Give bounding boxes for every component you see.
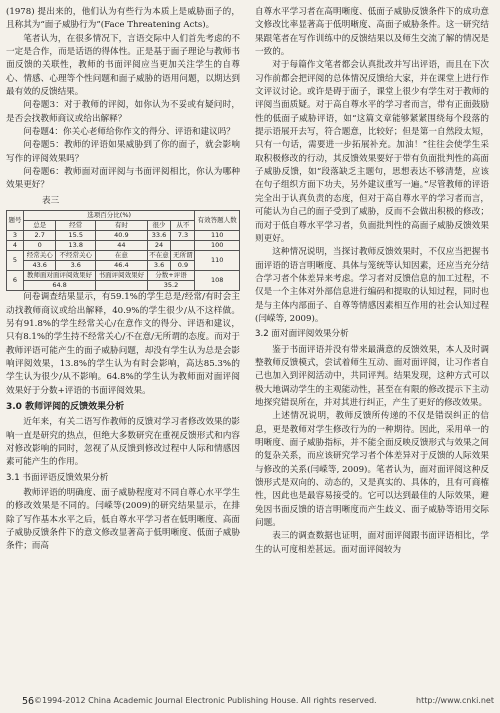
right-column — [255, 6, 489, 557]
table-cell: 108 — [195, 271, 240, 291]
table-cell: 3 — [7, 231, 24, 241]
table-cell: 不在意 — [147, 251, 171, 261]
table-header-qno: 题号 — [7, 211, 24, 231]
table-cell: 3.6 — [56, 261, 96, 271]
table-cell — [96, 281, 147, 291]
table-cell: 43.6 — [23, 261, 55, 271]
table-cell: 3.6 — [147, 261, 171, 271]
table-option: 总是 — [23, 221, 55, 231]
table-cell: 在意 — [96, 251, 147, 261]
paragraph: 教师评语的明确度、面子威胁程度对不同自尊心水平学生的修改效果是不同的。闫嵘等(2009)的研究结果显示，在排除了写作基本水平之后，低自尊水平学习者在低明晰度、高面子威胁反馈条件下的意文修改显著高于低明晰度、低面子威胁条件；而高 — [6, 487, 240, 552]
paragraph: 这种情况说明，当探讨教师反馈效果时，不仅应当把握书面评语的语言明晰度、具体与笼统等认知因素，还应当充分结合学习者个体差异来考虑。学习者对反馈信息的加工过程，不仅是一个主体对外部信息进行编码和提取的认知过程，同时也是与主体内部面子、自尊等情感因素相互作用的社会认知过程(闫嵘等, 2009)。 — [255, 247, 489, 324]
question-5: 问卷题5：教师的评语如果威胁到了你的面子，就会影响写作的评阅效果吗？ — [6, 140, 240, 164]
table-cell: 46.4 — [96, 261, 147, 271]
paragraph: 上述情况说明，教师反馈所传递的不仅是错误纠正的信息，更是教师对学生修改行为的一种期待。因此，采用单一的明晰度、面子威胁指标，并不能全面反映反馈形式与效果之间的复杂关系，而应该研究学习者个体差异对于反馈的人际效果与修改的关系(闫嵘等, 2009)。笔者认为，面对面评阅这种反馈形式是双向的、动态的，又是真实的、具体的，且有可商榷性，因此也是最容易接受的。它可以达到最佳的人际效果，避免因书面反馈的语言明晰度而产生歧义、面子威胁等语用交际问题。 — [255, 411, 489, 529]
table-cell: 0.9 — [171, 261, 195, 271]
question-6: 问卷题6：教师面对面评阅与书面评阅相比，你认为哪种效果更好？ — [6, 167, 240, 191]
subsection-heading: 3.1 书面评语反馈效果分析 — [6, 472, 109, 483]
table-header-group: 选项百分比(%) — [23, 211, 194, 221]
table-cell: 无所谓 — [171, 251, 195, 261]
table-cell: 110 — [195, 251, 240, 271]
paragraph: 笔者认为，在很多情况下，言语交际中人们首先考虑的不一定是合作，而是话语的得体性。正是基于面子理论与教师书面反馈的关联性，教师的书面评阅应当更加关注学生的自尊心、情感、心理等个性问题和面子威胁的语用问题，以期达到最有效的反馈结果。 — [6, 33, 240, 98]
table-option: 经常 — [56, 221, 96, 231]
table-cell: 33.6 — [147, 231, 171, 241]
table-cell: 书面评阅效果好 — [96, 271, 147, 281]
table-cell: 0 — [23, 241, 55, 251]
paragraph: (1978) 提出来的，他们认为有些行为本质上是威胁面子的，且称其为“面子威胁行为”(Face Threatening Acts)。 — [6, 7, 240, 31]
table-cell: 2.7 — [23, 231, 55, 241]
table-cell: 7.3 — [171, 231, 195, 241]
table-cell: 不经常关心 — [56, 251, 96, 261]
table-cell: 4 — [7, 241, 24, 251]
table-row — [7, 231, 240, 241]
table-cell: 教师面对面评阅效果好 — [23, 271, 95, 281]
table-row — [7, 251, 240, 261]
table-cell: 经常关心 — [23, 251, 55, 261]
table-cell: 44 — [96, 241, 147, 251]
copyright-notice: ©1994-2012 China Academic Journal Electronic Publishing House. All rights reserved. — [34, 696, 377, 705]
table-option: 有时 — [96, 221, 147, 231]
table-cell: 64.8 — [23, 281, 95, 291]
table-cell: 100 — [195, 241, 240, 251]
page-number: 56 — [22, 696, 35, 707]
table-cell: 13.8 — [56, 241, 96, 251]
table-caption: 表三 — [42, 195, 60, 206]
paragraph: 对于每篇作文笔者都会认真批改并写出评语，而且在下次习作前都会把评阅的总体情况反馈给大家，并在课堂上进行作文评议讨论。或许是碍于面子，课堂上很少有学生对于教师的评阅当面质疑。对于高自尊水平的学习者而言，带有正面鼓励性的低面子威胁评语，如“这篇文章能够紧紧围绕每个段落的提示语展开去写，符合题意，比较好；但是第一自然段太短，只有一句话，需要进一步拓展补充。加油！”往往会使学生采取积极修改的行动，其反馈效果要好于带有负面批判性的高面子威胁反馈，如“段落缺乏主题句，思想表达不够清楚，应该在句子组织方面下功夫，另外建议重写一遍。”尽管教师的评语完全出于认真负责的态度，但对于高自尊水平的学习者而言，可能认为自己的面子受到了威胁，反而不会做出积极的修改；而对于低自尊水平学习者，负面批判性的高面子威胁反馈效果则更好。 — [255, 60, 489, 244]
paragraph: 鉴于书面评语并没有带来最满意的反馈效果，本人及时调整教师反馈模式，尝试着师生互动、面对面评阅，让习作者自己也加入到评阅活动中，共同评判。结果发现，这种方式可以极大地调动学生的主观能动性，甚至在有限的修改提示下主动地探究错误所在，并对其进行纠正，产生了更好的修改效果。 — [255, 344, 489, 408]
table-cell: 40.9 — [96, 231, 147, 241]
table-option: 很少 — [147, 221, 171, 231]
table-header-row — [7, 211, 240, 221]
table-option: 从不 — [171, 221, 195, 231]
table-cell: 6 — [7, 271, 24, 291]
paragraph: 表三的调查数据也证明，面对面评阅跟书面评语相比，学生的认可度相差甚远。面对面评阅较为 — [255, 531, 489, 555]
table-row — [7, 271, 240, 281]
table-cell: 35.2 — [147, 281, 195, 291]
table-cell: 分数+评语 — [147, 271, 195, 281]
subsection-heading: 3.2 面对面评阅效果分析 — [255, 329, 349, 340]
table-cell: 24 — [147, 241, 171, 251]
left-column — [6, 6, 240, 554]
table-cell: 110 — [195, 231, 240, 241]
paragraph: 自尊水平学习者在高明晰度、低面子威胁反馈条件下的成功意文修改比率显著高于低明晰度、高面子威胁条件。这一研究结果跟笔者在写作训练中的反馈结果以及师生交流了解的情况是一致的。 — [255, 7, 489, 58]
table-cell: 15.5 — [56, 231, 96, 241]
table-cell: 5 — [7, 251, 24, 271]
paragraph: 问卷调查结果显示，有59.1%的学生总是/经常/有时会主动找教师商议或给出解释，40.9%的学生很少/从不这样做。另有91.8%的学生经常关心/在意作文的得分、评语和建议，只有8.1%的学生持不经常关心/不在意/无所谓的态度。而对于教师评语可能产生的面子威胁问题，却没有学生认为总是会影响评阅效果，13.8%的学生认为有时会影响，高达85.3%的学生认为很少/从不影响。64.8%的学生认为教师面对面评阅效果好于分数+评语的书面评阅效果。 — [6, 292, 240, 396]
table-header-valid: 有效答题人数 — [195, 211, 240, 231]
table-row — [7, 241, 240, 251]
paragraph: 近年来，有关二语写作教师的反馈对学习者修改效果的影响一直是研究的热点，但绝大多数研究在重视反馈形式和内容对修改影响的同时，忽视了从反馈到修改过程中人际和情感因素可能产生的作用。 — [6, 417, 240, 468]
table-cell — [171, 241, 195, 251]
footer-url: http://www.cnki.net — [416, 696, 494, 705]
survey-table — [6, 210, 240, 291]
section-heading: 3.0 教师评阅的反馈效果分析 — [6, 401, 125, 412]
question-3: 问卷题3：对于教师的评阅，如你认为不妥或有疑问时，是否会找教师商议或给出解释？ — [6, 100, 240, 124]
question-4: 问卷题4：你关心老师给你作文的得分、评语和建议吗？ — [23, 127, 235, 138]
